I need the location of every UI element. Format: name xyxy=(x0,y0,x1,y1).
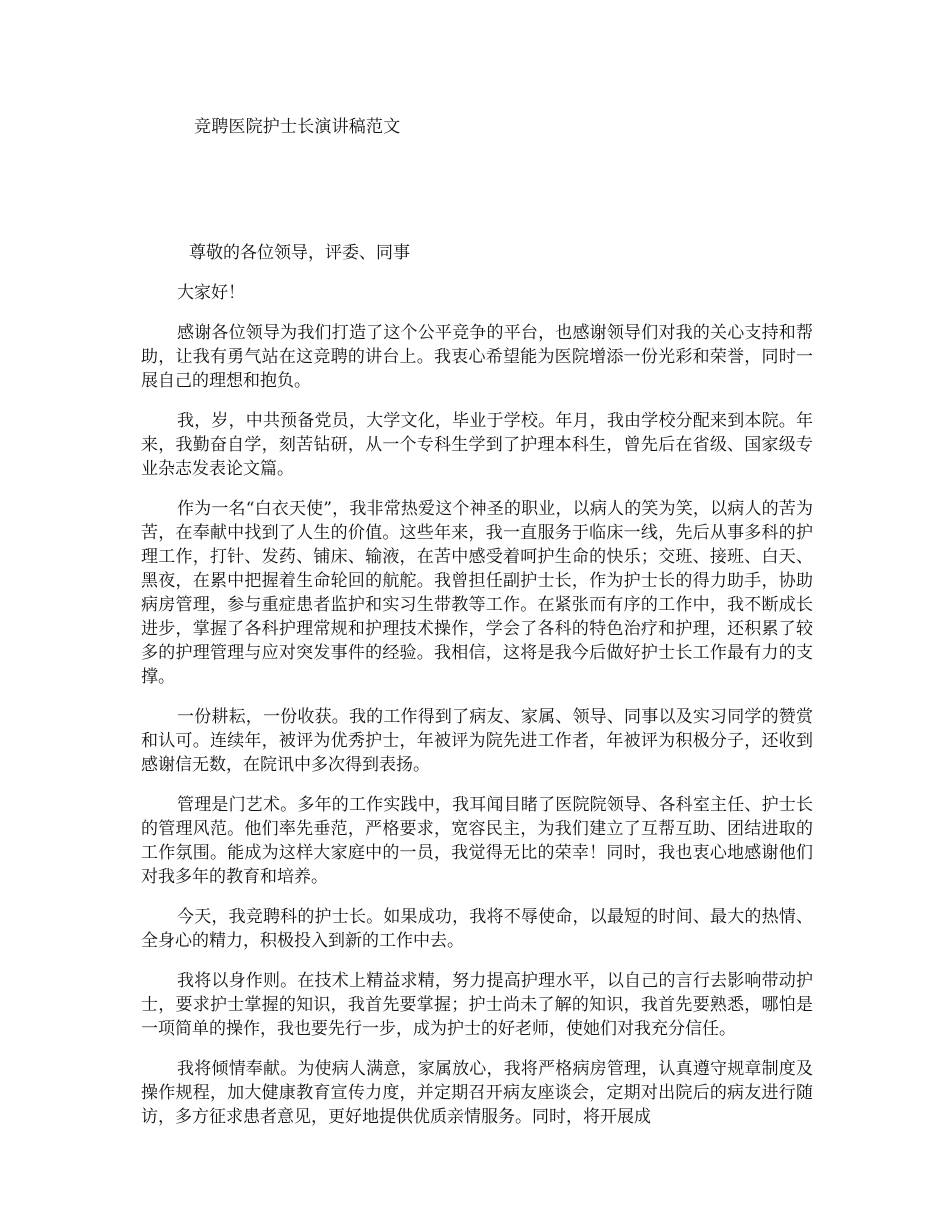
paragraph-candidacy: 今天，我竞聘科的护士长。如果成功，我将不辱使命，以最短的时间、最大的热情、全身心的精力，积极投入到新的工作中去。 xyxy=(141,907,813,951)
document-title: 竞聘医院护士长演讲稿范文 xyxy=(194,117,401,137)
greeting: 大家好！ xyxy=(177,283,245,303)
paragraph-achievements: 一份耕耘，一份收获。我的工作得到了病友、家属、领导、同事以及实习同学的赞赏和认可。连续年，被评为优秀护士，年被评为院先进工作者，年被评为积极分子，还收到感谢信无数，在院讯中多次得到表扬。 xyxy=(141,707,813,775)
paragraph-experience: 作为一名“白衣天使”，我非常热爱这个神圣的职业，以病人的笑为笑，以病人的苦为苦，在奉献中找到了人生的价值。这些年来，我一直服务于临床一线，先后从事多科的护理工作，打针、发药、铺床、输液，在苦中感受着呵护生命的快乐；交班、接班、白天、黑夜，在累中把握着生命轮回的航舵。我曾担任副护士长，作为护士长的得力助手，协助病房管理，参与重症患者监护和实习生带教等工作。在紧张而有序的工作中，我不断成长进步，掌握了各科护理常规和护理技术操作，学会了各科的特色治疗和护理，还积累了较多的护理管理与应对突发事件的经验。我相信，这将是我今后做好护士长工作最有力的支撑。 xyxy=(141,499,813,687)
document-body xyxy=(141,241,813,1129)
paragraph-dedication: 我将倾情奉献。为使病人满意，家属放心，我将严格病房管理，认真遵守规章制度及操作规程，加大健康教育宣传力度，并定期召开病友座谈会，定期对出院后的病友进行随访，多方征求患者意见，更好地提供优质亲情服务。同时，将开展成 xyxy=(141,1059,813,1127)
paragraph-management: 管理是门艺术。多年的工作实践中，我耳闻目睹了医院院领导、各科室主任、护士长的管理风范。他们率先垂范，严格要求，宽容民主，为我们建立了互帮互助、团结进取的工作氛围。能成为这样大家庭中的一员，我觉得无比的荣幸！同时，我也衷心地感谢他们对我多年的教育和培养。 xyxy=(141,795,813,887)
salutation: 尊敬的各位领导，评委、同事 xyxy=(189,243,410,263)
paragraph-thanks: 感谢各位领导为我们打造了这个公平竞争的平台，也感谢领导们对我的关心支持和帮助，让我有勇气站在这竞聘的讲台上。我衷心希望能为医院增添一份光彩和荣誉，同时一展自己的理想和抱负。 xyxy=(141,323,813,391)
paragraph-introduction: 我，岁，中共预备党员，大学文化，毕业于学校。年月，我由学校分配来到本院。年来，我勤奋自学，刻苦钻研，从一个专科生学到了护理本科生，曾先后在省级、国家级专业杂志发表论文篇。 xyxy=(141,411,813,479)
paragraph-leading-by-example: 我将以身作则。在技术上精益求精，努力提高护理水平，以自己的言行去影响带动护士，要求护士掌握的知识，我首先要掌握；护士尚未了解的知识，我首先要熟悉，哪怕是一项简单的操作，我也要先行一步，成为护士的好老师，使她们对我充分信任。 xyxy=(141,971,813,1039)
